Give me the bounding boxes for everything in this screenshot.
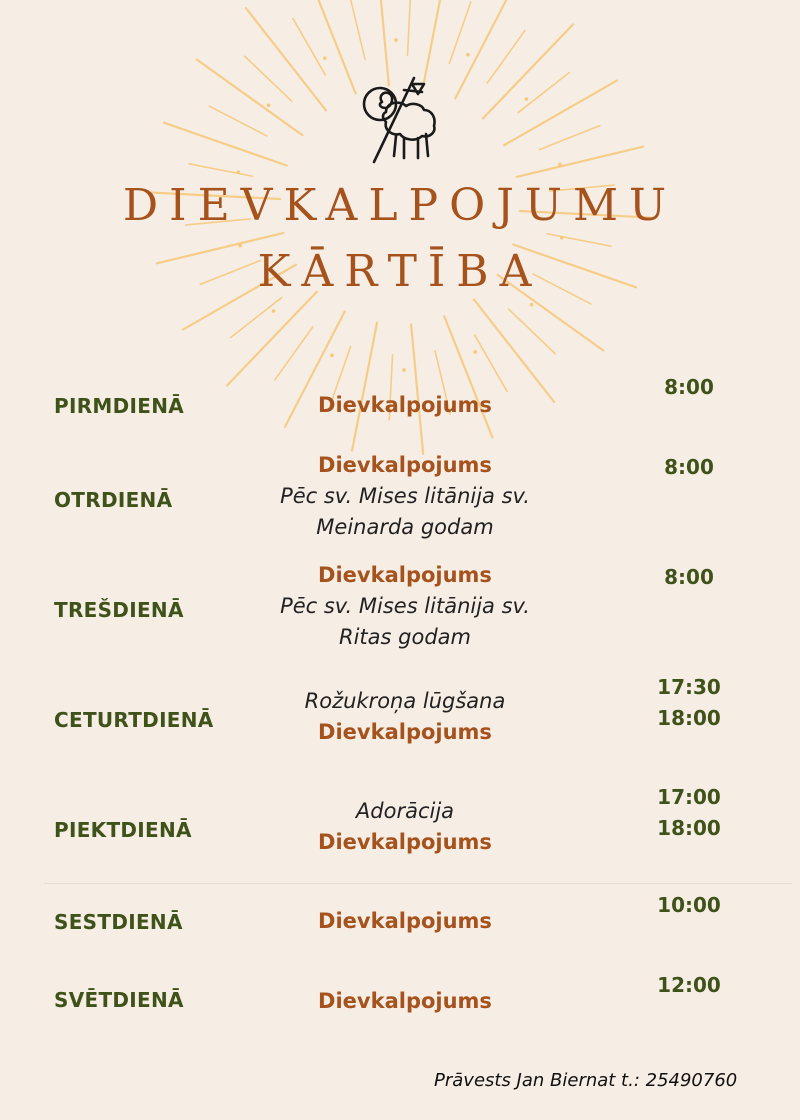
sun-ray bbox=[377, 0, 389, 86]
service-note: Rožukroņa lūgšana bbox=[304, 689, 506, 713]
service-info bbox=[205, 796, 605, 858]
sun-ray bbox=[508, 309, 555, 354]
day-label: TREŠDIENĀ bbox=[54, 598, 184, 622]
sun-ray bbox=[423, 0, 448, 87]
sun-ray bbox=[455, 0, 515, 98]
service-times bbox=[640, 890, 738, 921]
service-times bbox=[640, 970, 738, 1001]
service-name: Dievkalpojums bbox=[318, 393, 492, 417]
service-name: Dievkalpojums bbox=[318, 453, 492, 477]
sun-ray bbox=[407, 0, 410, 55]
lamb-with-cross-icon bbox=[356, 76, 448, 166]
sun-dot bbox=[323, 56, 327, 60]
sun-dot bbox=[525, 97, 529, 101]
service-time: 18:00 bbox=[657, 816, 721, 840]
service-info bbox=[205, 986, 605, 1017]
service-info bbox=[205, 686, 605, 748]
service-times bbox=[640, 372, 738, 403]
sun-ray bbox=[487, 30, 525, 83]
day-label: OTRDIENĀ bbox=[54, 488, 173, 512]
day-label: SESTDIENĀ bbox=[54, 910, 183, 934]
priest-contact: Prāvests Jan Biernat t.: 25490760 bbox=[434, 1070, 738, 1091]
page-title-line-1: DIEVKALPOJUMU bbox=[122, 180, 678, 231]
sun-dot bbox=[267, 104, 271, 108]
service-info bbox=[205, 906, 605, 937]
sun-dot bbox=[402, 368, 406, 372]
sun-ray bbox=[231, 297, 282, 337]
service-name: Dievkalpojums bbox=[318, 989, 492, 1013]
service-times bbox=[640, 672, 738, 734]
day-label: CETURTDIENĀ bbox=[54, 708, 214, 732]
service-name: Dievkalpojums bbox=[318, 830, 492, 854]
day-label: SVĒTDIENĀ bbox=[54, 988, 184, 1012]
service-time: 18:00 bbox=[657, 706, 721, 730]
service-info bbox=[205, 450, 605, 543]
service-note: Pēc sv. Mises litānija sv. Meinarda godam bbox=[280, 484, 530, 539]
sun-ray bbox=[189, 164, 253, 176]
service-time: 17:30 bbox=[657, 675, 721, 699]
service-info bbox=[205, 560, 605, 653]
sun-ray bbox=[352, 323, 377, 451]
sun-dot bbox=[272, 309, 276, 313]
sun-ray bbox=[164, 123, 287, 166]
sun-ray bbox=[308, 0, 356, 93]
sun-ray bbox=[293, 19, 325, 75]
service-name: Dievkalpojums bbox=[318, 720, 492, 744]
service-name: Dievkalpojums bbox=[318, 909, 492, 933]
sun-dot bbox=[330, 354, 334, 358]
sun-ray bbox=[504, 81, 617, 146]
service-time: 10:00 bbox=[657, 893, 721, 917]
service-time: 12:00 bbox=[657, 973, 721, 997]
sun-ray bbox=[275, 327, 313, 380]
sun-dot bbox=[236, 170, 240, 174]
service-name: Dievkalpojums bbox=[318, 563, 492, 587]
sun-dot bbox=[560, 236, 564, 240]
sun-ray bbox=[518, 73, 569, 113]
service-time: 8:00 bbox=[664, 455, 714, 479]
divider bbox=[44, 883, 792, 884]
sun-dot bbox=[473, 350, 477, 354]
sun-ray bbox=[245, 56, 292, 101]
sun-ray bbox=[209, 106, 267, 136]
sun-dot bbox=[238, 244, 242, 248]
sun-ray bbox=[475, 335, 507, 391]
service-times bbox=[640, 782, 738, 844]
service-times bbox=[640, 452, 738, 483]
service-time: 8:00 bbox=[664, 565, 714, 589]
service-note: Adorācija bbox=[355, 799, 455, 823]
sun-dot bbox=[466, 53, 470, 57]
service-times bbox=[640, 562, 738, 593]
day-label: PIRMDIENĀ bbox=[54, 394, 185, 418]
sun-ray bbox=[517, 147, 643, 177]
service-time: 17:00 bbox=[657, 785, 721, 809]
sun-dot bbox=[394, 38, 398, 42]
page-title-line-2: KĀRTĪBA bbox=[257, 246, 543, 297]
sun-dot bbox=[558, 163, 562, 167]
sun-ray bbox=[350, 0, 365, 59]
sun-ray bbox=[547, 234, 611, 246]
service-time: 8:00 bbox=[664, 375, 714, 399]
sun-ray bbox=[539, 126, 599, 150]
sun-dot bbox=[530, 303, 534, 307]
service-note: Pēc sv. Mises litānija sv. Ritas godam bbox=[280, 594, 530, 649]
day-label: PIEKTDIENĀ bbox=[54, 818, 192, 842]
service-info bbox=[205, 390, 605, 421]
